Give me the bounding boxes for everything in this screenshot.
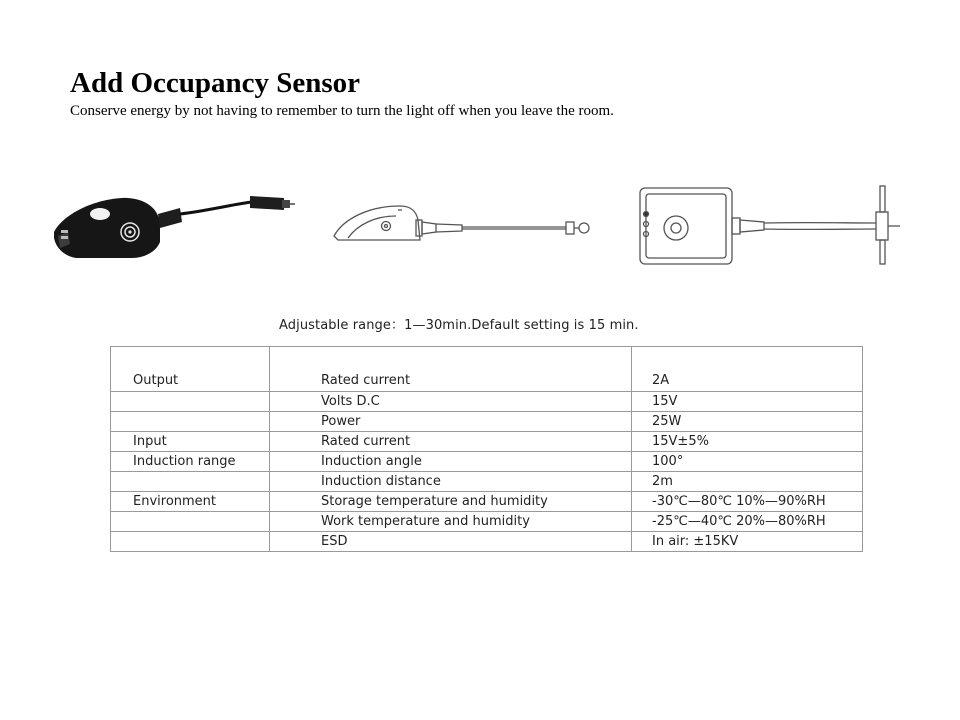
spec-category	[111, 412, 270, 432]
sensor-photo	[52, 186, 297, 262]
spec-parameter: Storage temperature and humidity	[270, 492, 632, 512]
spec-parameter: Power	[270, 412, 632, 432]
spec-value: 2A	[632, 347, 863, 392]
table-row	[111, 532, 863, 552]
spec-category	[111, 392, 270, 412]
spec-category	[111, 512, 270, 532]
page-title: Add Occupancy Sensor	[70, 67, 361, 99]
spec-parameter: Rated current	[270, 347, 632, 392]
sensor-top-drawing	[636, 182, 904, 268]
spec-value: 15V	[632, 392, 863, 412]
spec-value: -25℃—40℃ 20%—80%RH	[632, 512, 863, 532]
spec-category	[111, 472, 270, 492]
spec-category	[111, 532, 270, 552]
spec-table	[110, 346, 863, 552]
spec-value: -30℃—80℃ 10%—90%RH	[632, 492, 863, 512]
spec-category: Environment	[111, 492, 270, 512]
spec-category: Induction range	[111, 452, 270, 472]
spec-value: 100°	[632, 452, 863, 472]
table-row	[111, 412, 863, 432]
table-row	[111, 392, 863, 412]
table-row	[111, 492, 863, 512]
spec-category: Output	[111, 347, 270, 392]
sensor-side-drawing	[330, 198, 595, 248]
page-subtitle: Conserve energy by not having to remember to turn the light off when you leave the room.	[70, 103, 614, 119]
table-row	[111, 347, 863, 392]
spec-value: 15V±5%	[632, 432, 863, 452]
spec-parameter: Induction angle	[270, 452, 632, 472]
spec-parameter: Induction distance	[270, 472, 632, 492]
spec-category: Input	[111, 432, 270, 452]
table-row	[111, 432, 863, 452]
spec-parameter: Rated current	[270, 432, 632, 452]
spec-parameter: Volts D.C	[270, 392, 632, 412]
spec-value: In air: ±15KV	[632, 532, 863, 552]
table-row	[111, 452, 863, 472]
spec-value: 2m	[632, 472, 863, 492]
table-row	[111, 472, 863, 492]
spec-parameter: ESD	[270, 532, 632, 552]
spec-value: 25W	[632, 412, 863, 432]
adjustable-range-note: Adjustable range：1—30min.Default setting is 15 min.	[279, 318, 639, 333]
table-row	[111, 512, 863, 532]
spec-parameter: Work temperature and humidity	[270, 512, 632, 532]
